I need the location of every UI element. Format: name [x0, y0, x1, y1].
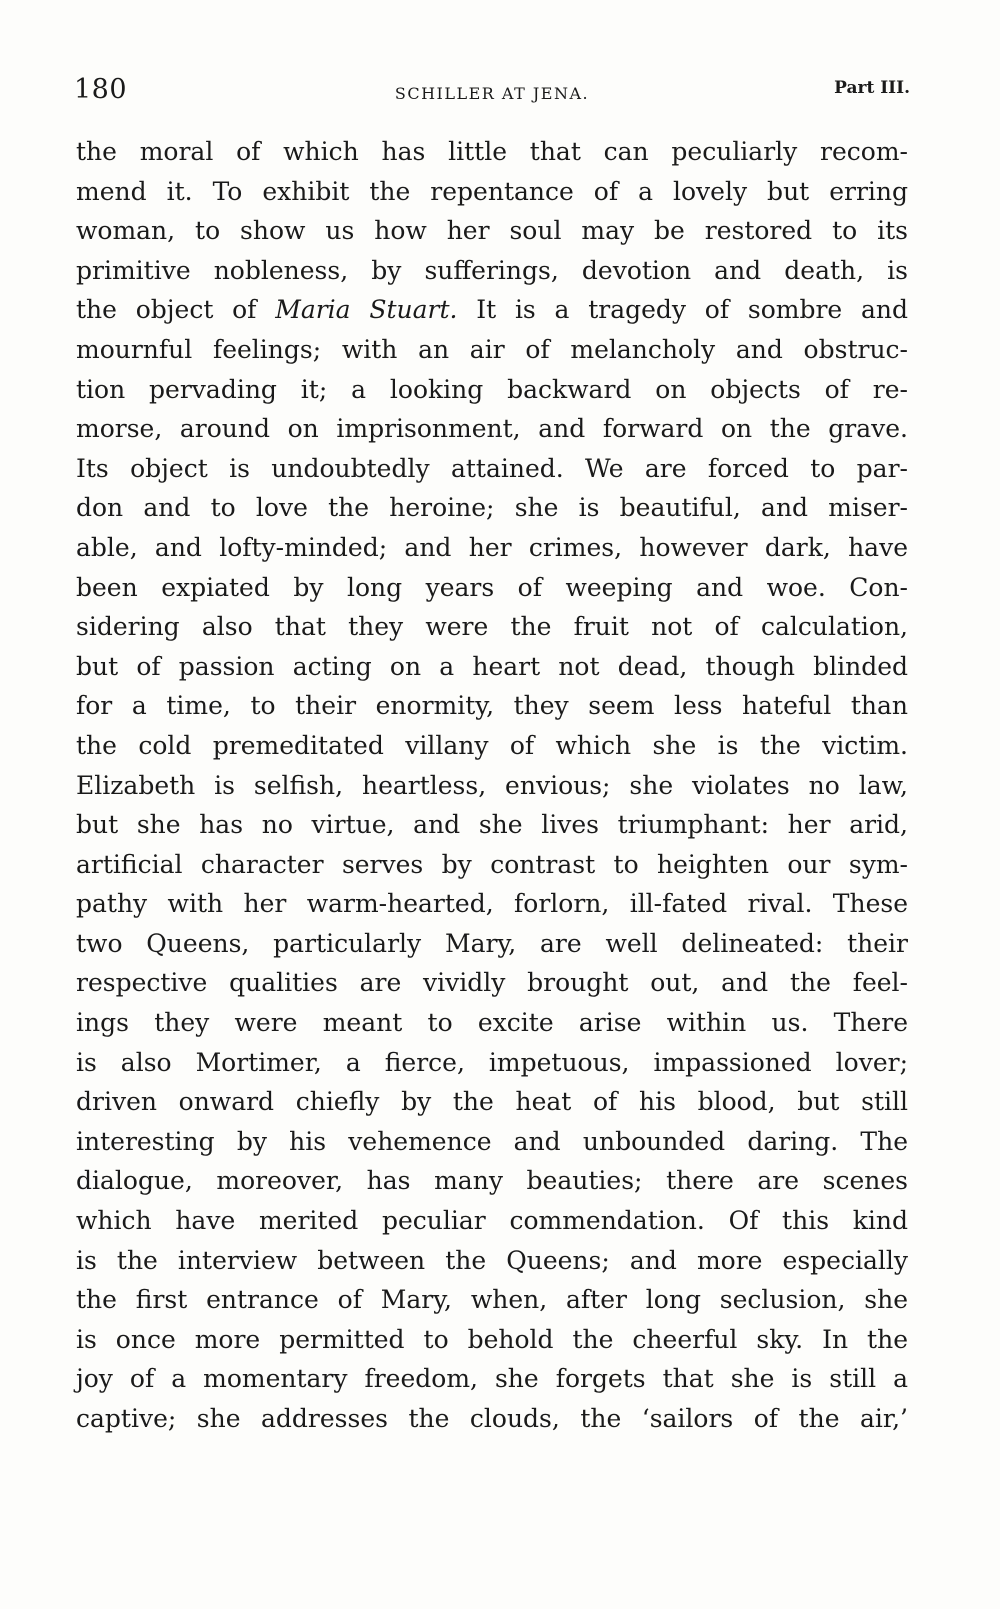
- text-line: pathy with her warm-hearted, forlorn, ill-fated rival. These: [76, 889, 908, 919]
- part-label: Part III.: [834, 78, 910, 98]
- text-line: two Queens, particularly Mary, are well delineated: their: [76, 928, 908, 958]
- text-line: don and to love the heroine; she is beautiful, and miser-: [76, 493, 908, 523]
- text-line: mournful feelings; with an air of melancholy and obstruc-: [76, 334, 908, 364]
- text-line: ings they were meant to excite arise within us. There: [76, 1008, 908, 1038]
- text-line: is once more permitted to behold the cheerful sky. In the: [76, 1324, 908, 1354]
- text-line: respective qualities are vividly brought out, and the feel-: [76, 968, 908, 998]
- text-line: but she has no virtue, and she lives triumphant: her arid,: [76, 810, 908, 840]
- text-line: is the interview between the Queens; and more especially: [76, 1245, 908, 1275]
- text-line: which have merited peculiar commendation. Of this kind: [76, 1206, 908, 1236]
- text-line: tion pervading it; a looking backward on objects of re-: [76, 374, 908, 404]
- page-number: 180: [74, 74, 128, 105]
- text-line: able, and lofty-minded; and her crimes, however dark, have: [76, 532, 908, 562]
- text-line: Elizabeth is selfish, heartless, envious; she violates no law,: [76, 770, 908, 800]
- text-line: sidering also that they were the fruit not of calculation,: [76, 612, 908, 642]
- text-line: the first entrance of Mary, when, after long seclusion, she: [76, 1285, 908, 1315]
- text-segment: It is a tragedy of sombre and: [476, 295, 908, 325]
- text-line: artificial character serves by contrast to heighten our sym-: [76, 849, 908, 879]
- text-line: but of passion acting on a heart not dead, though blinded: [76, 651, 908, 681]
- work-title: Maria Stuart.: [275, 295, 458, 325]
- text-line: primitive nobleness, by sufferings, devotion and death, is: [76, 255, 908, 285]
- body-text: [76, 132, 908, 1439]
- text-line: [76, 290, 908, 330]
- text-line: the moral of which has little that can peculiarly recom-: [76, 137, 908, 166]
- text-line: driven onward chiefly by the heat of his blood, but still: [76, 1087, 908, 1117]
- text-line: for a time, to their enormity, they seem less hateful than: [76, 691, 908, 721]
- text-line: been expiated by long years of weeping and woe. Con-: [76, 572, 908, 602]
- text-line: dialogue, moreover, has many beauties; there are scenes: [76, 1166, 908, 1196]
- text-segment: the object of: [76, 295, 257, 325]
- text-line: Its object is undoubtedly attained. We are forced to par-: [76, 453, 908, 483]
- text-line: captive; she addresses the clouds, the ‘sailors of the air,’: [76, 1404, 908, 1433]
- text-line: morse, around on imprisonment, and forward on the grave.: [76, 414, 908, 444]
- running-title: SCHILLER AT JENA.: [394, 84, 590, 103]
- text-line: the cold premeditated villany of which she is the victim.: [76, 730, 908, 760]
- text-line: woman, to show us how her soul may be restored to its: [76, 216, 908, 246]
- text-line: joy of a momentary freedom, she forgets that she is still a: [76, 1364, 908, 1394]
- text-line: is also Mortimer, a fierce, impetuous, impassioned lover;: [76, 1047, 908, 1077]
- text-line: interesting by his vehemence and unbounded daring. The: [76, 1126, 908, 1156]
- text-line: mend it. To exhibit the repentance of a lovely but erring: [76, 176, 908, 206]
- running-head: [74, 74, 910, 114]
